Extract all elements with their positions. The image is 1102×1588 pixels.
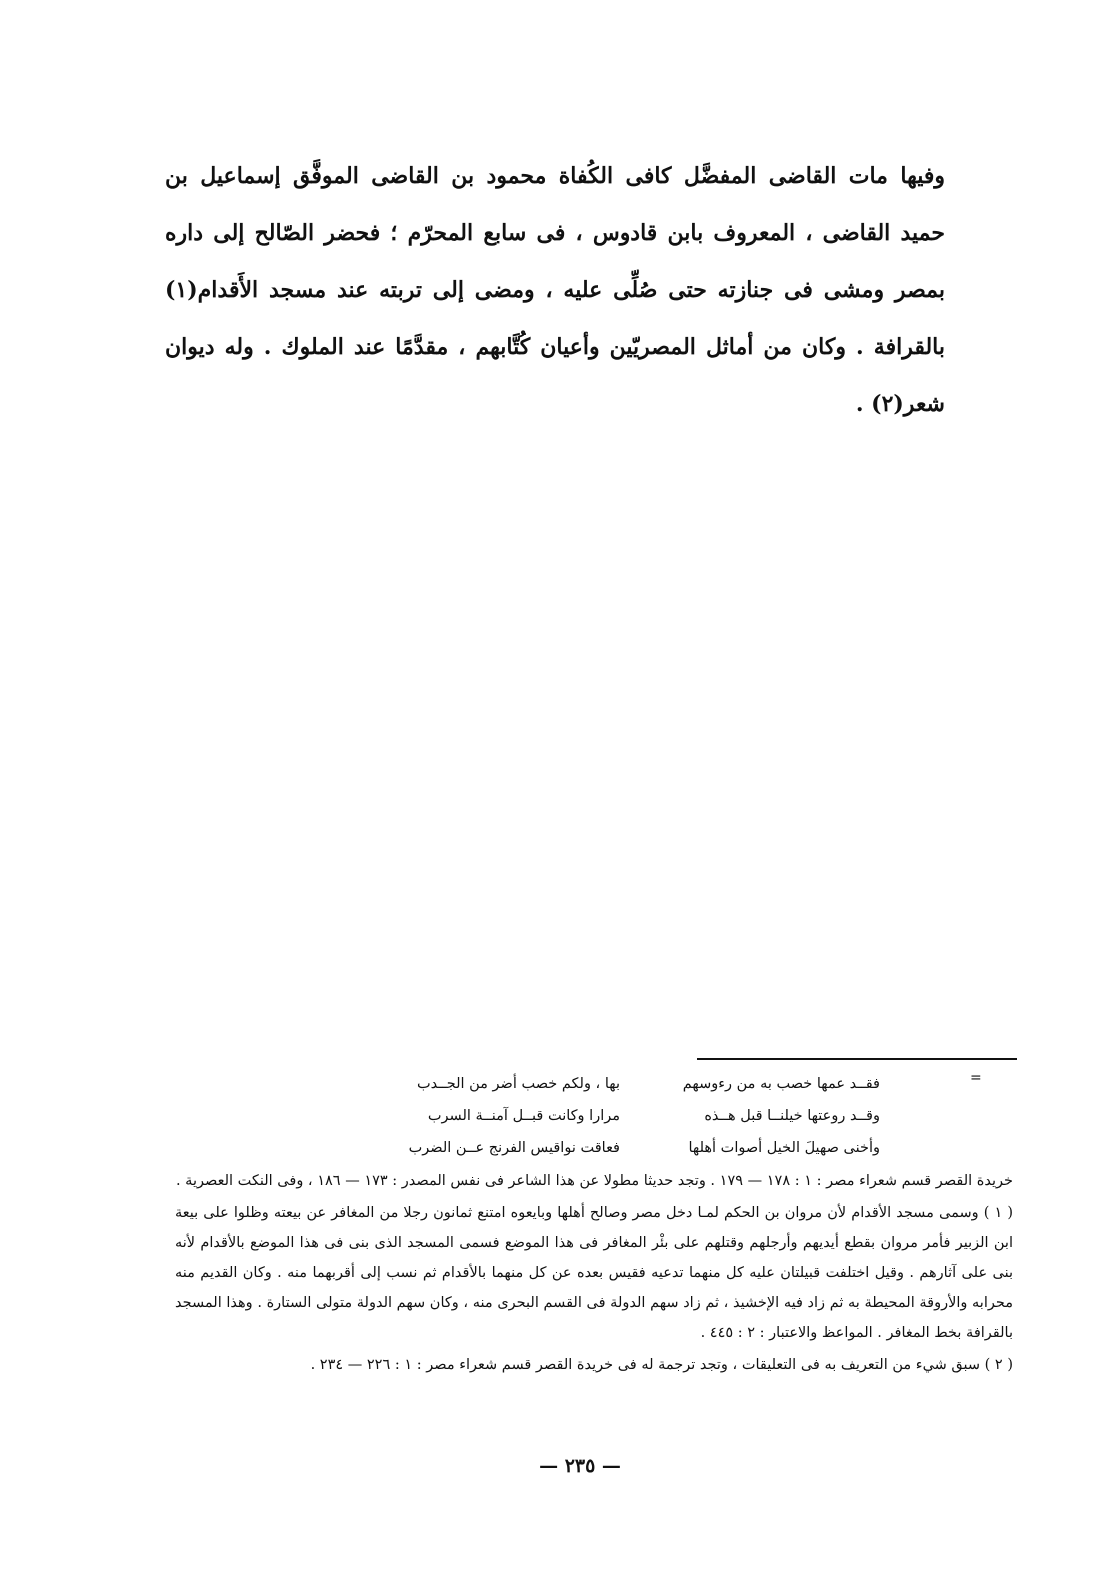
page-number: — ٢٣٥ —	[539, 1455, 621, 1477]
poem-second-hemistich: مرارا وكانت قبــل آمنــة السرب	[427, 1108, 620, 1124]
continuation-marker: =	[970, 1070, 982, 1086]
footnote-1: ( ١ ) وسمى مسجد الأقدام لأن مروان بن الحكم لمـا دخل مصر وصالح أهلها وبايعوه امتنع ثمانون رجلا من المغافر عن بيعته وظلوا على بيعة ابن الزبير فأمر مروان بقطع أيديهم وأرجلهم وقتلهم على بئْر المغافر فى هذا الموضع فسمى المسجد الذى بنى فى هذا الموضع بالأقدام لأنه بنى على آثارهم . وقيل اختلفت قبيلتان عليه كل منهما تدعيه فقيس بعده عن كل منهما بالأقدام ثم نسب إلى أقربهما منه . وكان القديم منه محرابه والأروقة المحيطة به ثم زاد فيه الإخشيذ ، ثم زاد سهم الدولة فى القسم البحرى منه ، وكان سهم الدولة متولى الستارة . وهذا المسجد بالقرافة بخط المغافر . المواعظ والاعتبار : ٢ : ٤٤٥ .	[175, 1205, 1013, 1341]
poem-first-hemistich: فقــد عمها خصب به من رءوسهم	[682, 1076, 880, 1092]
poem-line	[260, 1132, 880, 1164]
footnote-poem	[260, 1068, 880, 1164]
footnote-source-note: خريدة القصر قسم شعراء مصر : ١ : ١٧٨ — ١٧٩ . وتجد حديثا مطولا عن هذا الشاعر فى نفس المصدر : ١٧٣ — ١٨٦ ، وفى النكت العصرية .	[175, 1173, 1013, 1189]
poem-first-hemistich: وقــد روعتها خيلنــا قبل هــذه	[704, 1108, 880, 1124]
footnotes	[175, 1166, 1013, 1382]
poem-second-hemistich: فعاقت نواقيس الفرنج عــن الضرب	[408, 1140, 620, 1156]
footnote-separator	[697, 1058, 1017, 1060]
poem-second-hemistich: بها ، ولكم خصب أضر من الجــدب	[416, 1076, 620, 1092]
poem-first-hemistich: وأخنى صهيلَ الخيل أصوات أهلها	[688, 1140, 880, 1156]
poem-line	[260, 1100, 880, 1132]
footnote-2: ( ٢ ) سبق شيء من التعريف به فى التعليقات ، وتجد ترجمة له فى خريدة القصر قسم شعراء مصر : ١ : ٢٢٦ — ٢٣٤ .	[310, 1357, 1013, 1373]
main-paragraph: وفيها مات القاضى المفضَّل كافى الكُفاة محمود بن القاضى الموفَّق إسماعيل بن حميد القاضى ، المعروف بابن قادوس ، فى سابع المحرّم ؛ فحضر الصّالح إلى داره بمصر ومشى فى جنازته حتى صُلِّى عليه ، ومضى إلى تربته عند مسجد الأَقدام(١) بالقرافة . وكان من أماثل المصريّين وأعيان كُتَّابهم ، مقدَّمًا عند الملوك . وله ديوان شعر(٢) .	[165, 163, 945, 417]
poem-line	[260, 1068, 880, 1100]
